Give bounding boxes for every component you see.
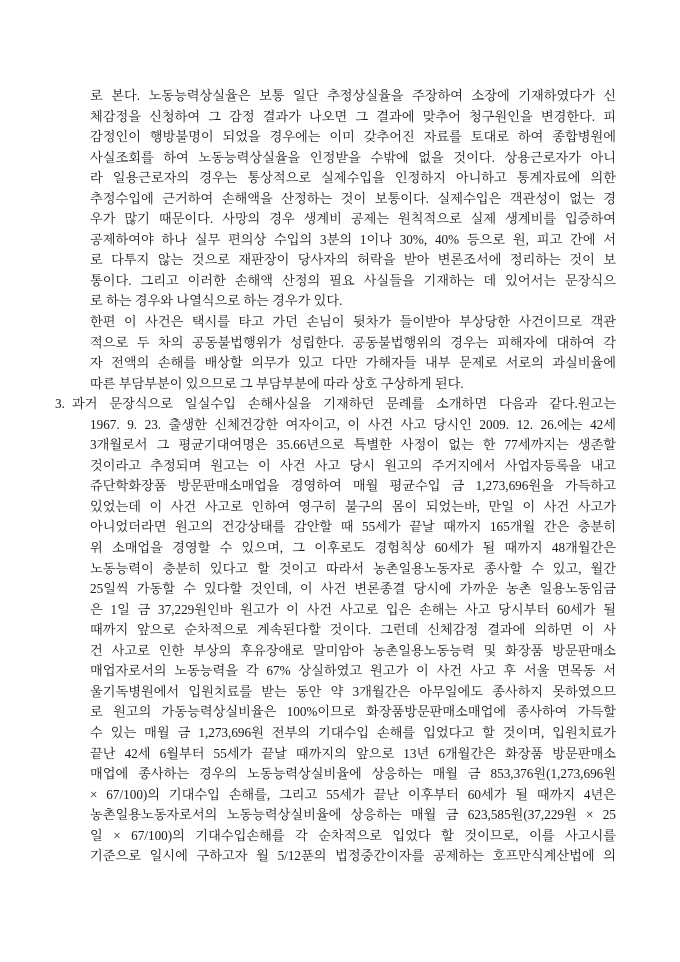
text-line: 위 소매업을 경영할 수 있으며, 그 이후로도 경험칙상 60세가 될 때까지 48개월간은 [90,540,616,556]
text-line: 사실조회를 하여 노동능력상실율을 인정받을 수밖에 없을 것이다. 상용근로자가 아니 [90,149,616,165]
text-line: 로 본다. 노동능력상실율은 보통 일단 추정상실율을 주장하여 소장에 기재하였다가 신 [90,88,616,103]
text-line: 기준으로 일시에 구하고자 월 5/12푼의 법정중간이자를 공제하는 호프만식계산법에 의 [90,848,616,864]
text-line: 25일씩 가동할 수 있다할 것인데, 이 사건 변론종결 당시에 가까운 농촌 일용노동임금 [90,581,616,597]
text-line: 로 다투지 않는 것으로 재판장이 당사자의 허락을 받아 변론조서에 정리하는 것이 보 [90,252,616,268]
text-line: 일 × 67/100)의 기대수입손해를 각 순차적으로 입었다 할 것이므로, 이를 사고시를 [90,827,616,843]
text-line: 로 하는 경우와 나열식으로 하는 경우가 있다. [90,293,343,309]
text-line: 체감정을 신청하여 그 감정 결과가 나오면 그 결과에 맞추어 청구원인을 변경한다. 피 [90,108,616,124]
text-line: 통이다. 그리고 이러한 손해액 산정의 필요 사실들을 기재하는 데 있어서는 문장식으 [90,272,616,288]
text-line: 쥬단학화장품 방문판매소매업을 경영하여 매월 평균수입 금 1,273,696원을 가득하고 [90,478,616,494]
numbered-list-line [55,394,616,415]
text-line: 것이라고 추정되며 원고는 이 사건 사고 당시 원고의 주거지에서 사업자등록을 내고 [90,457,616,473]
text-line: 매업자로서의 노동능력을 각 67% 상실하였고 원고가 이 사건 사고 후 서울 면목동 서 [90,663,616,679]
text-line: 노동능력이 충분히 있다고 할 것이고 따라서 농촌일용노동자로 종사할 수 있고, 월간 [90,560,616,576]
text-line: 매업에 종사하는 경우의 노동능력상실비율에 상응하는 매월 금 853,376원(1,273,696원 [90,766,616,782]
line-text: 과거 문장식으로 일실수입 손해사실을 기재하던 문례를 소개하면 다음과 같다.원고는 [72,396,616,412]
text-line: 우가 많기 때문이다. 사망의 경우 생계비 공제는 원칙적으로 실제 생계비를 입증하여 [90,211,616,227]
text-line: 추정수입에 근거하여 손해액을 산정하는 것이 보통이다. 실제수입은 객관성이 없는 경 [90,190,616,206]
text-line: 울기독병원에서 입원치료를 받는 동안 약 3개월간은 아무일에도 종사하지 못하였으므 [90,683,616,699]
text-line: 끝난 42세 6월부터 55세가 끝날 때까지의 앞으로 13년 6개월간은 화장품 방문판매소 [90,745,616,761]
text-line: 아니었더라면 원고의 건강상태를 감안할 때 55세가 끝날 때까지 165개월 간은 충분히 [90,519,616,535]
text-line: 건 사고로 인한 부상의 후유장애로 말미암아 농촌일용노동능력 및 화장품 방문판매소 [90,642,616,658]
text-line: × 67/100)의 기대수입 손해를, 그리고 55세가 끝난 이후부터 60세가 될 때까지 4년은 [90,786,616,802]
text-line: 감정인이 행방불명이 되었을 경우에는 이미 갖추어진 자료를 토대로 하여 종합병원에 [90,129,616,145]
text-line: 라 일용근로자의 경우는 통상적으로 실제수입을 인정하지 아니하고 통계자료에 의한 [90,170,616,186]
text-line: 3개월로서 그 평균기대여명은 35.66년으로 특별한 사정이 없는 한 77세까지는 생존할 [90,437,616,453]
text-line: 자 전액의 손해를 배상할 의무가 있고 다만 가해자들 내부 문제로 서로의 과실비율에 [90,355,616,371]
text-line: 1967. 9. 23. 출생한 신체건강한 여자이고, 이 사건 사고 당시인 2009. 12. 26.에는 42세 [90,416,616,432]
text-line: 있었는데 이 사건 사고로 인하여 영구히 불구의 몸이 되었는바, 만일 이 사건 사고가 [90,498,616,514]
text-line: 때까지 앞으로 순차적으로 계속된다할 것이다. 그런데 신체감정 결과에 의하면 이 사 [90,622,616,638]
text-line: 한편 이 사건은 택시를 타고 가던 손님이 뒷차가 들이받아 부상당한 사건이므로 객관 [90,314,616,330]
text-line: 로 원고의 가동능력상실비율은 100%이므로 화장품방문판매소매업에 종사하여 가득할 [90,704,616,720]
document-text-block [55,86,616,867]
list-item-number: 3. [55,396,65,412]
text-line: 농촌일용노동자로서의 노동능력상실비율에 상응하는 매월 금 623,585원(37,229원 × 25 [90,807,616,823]
text-line: 따른 부담부분이 있으므로 그 부담부분에 따라 상호 구상하게 된다. [90,375,464,391]
text-line: 공제하여야 하나 실무 편의상 수입의 3분의 1이나 30%, 40% 등으로 원, 피고 간에 서 [90,231,616,247]
text-line: 은 1일 금 37,229원인바 원고가 이 사건 사고로 입은 손해는 사고 당시부터 60세가 될 [90,601,616,617]
text-line: 적으로 두 차의 공동불법행위가 성립한다. 공동불법행위의 경우는 피해자에 대하여 각 [90,334,616,350]
text-line: 수 있는 매월 금 1,273,696원 전부의 기대수입 손해를 입었다고 할 것이며, 입원치료가 [90,724,616,740]
